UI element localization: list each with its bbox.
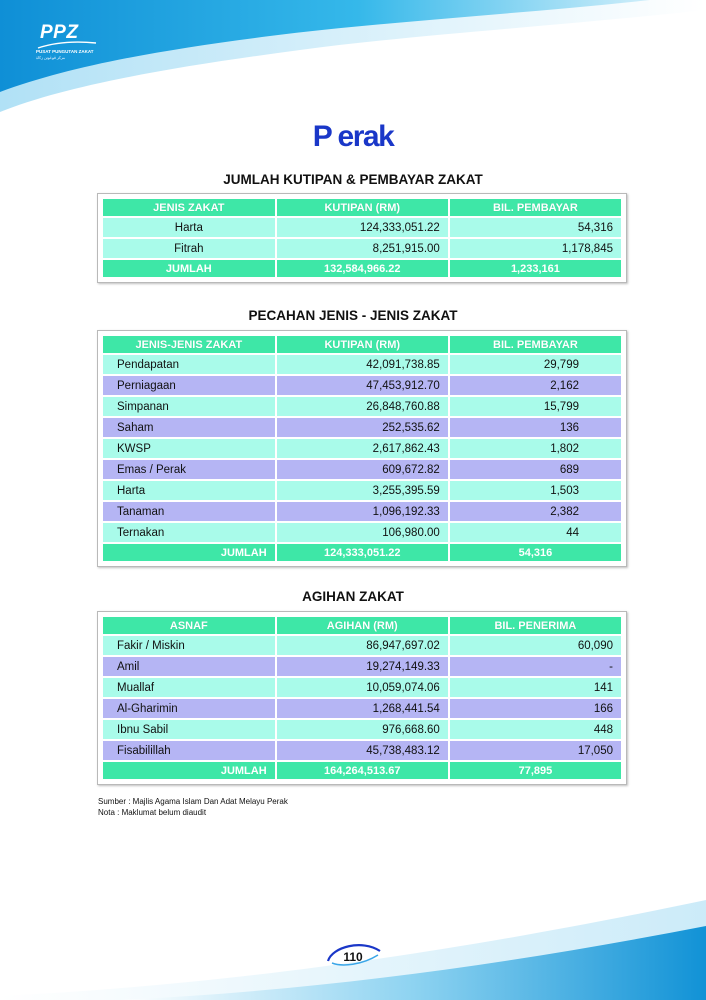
table-row bbox=[103, 418, 621, 437]
zakat-type-cell: Fitrah bbox=[103, 239, 275, 258]
distribution-amount-cell: 45,738,483.12 bbox=[277, 741, 448, 760]
table-row bbox=[103, 439, 621, 458]
payer-count-cell: 1,802 bbox=[450, 439, 621, 458]
amount-cell: 8,251,915.00 bbox=[277, 239, 448, 258]
total-label: JUMLAH bbox=[103, 260, 275, 277]
total-row bbox=[103, 762, 621, 779]
table-row bbox=[103, 678, 621, 697]
zakat-type-cell: Saham bbox=[103, 418, 275, 437]
table-row bbox=[103, 376, 621, 395]
table-row bbox=[103, 741, 621, 760]
recipient-count-cell: 166 bbox=[450, 699, 621, 718]
total-recipients: 77,895 bbox=[450, 762, 621, 779]
asnaf-cell: Muallaf bbox=[103, 678, 275, 697]
column-header: BIL. PEMBAYAR bbox=[450, 199, 621, 216]
zakat-type-cell: Simpanan bbox=[103, 397, 275, 416]
amount-cell: 106,980.00 bbox=[277, 523, 448, 542]
table-row bbox=[103, 657, 621, 676]
total-payers: 1,233,161 bbox=[450, 260, 621, 277]
column-header: JENIS-JENIS ZAKAT bbox=[103, 336, 275, 353]
table-row bbox=[103, 239, 621, 258]
table-header-row bbox=[103, 336, 621, 353]
zakat-type-cell: Tanaman bbox=[103, 502, 275, 521]
column-header: BIL. PEMBAYAR bbox=[450, 336, 621, 353]
asnaf-cell: Fisabilillah bbox=[103, 741, 275, 760]
amount-cell: 2,617,862.43 bbox=[277, 439, 448, 458]
table-row bbox=[103, 720, 621, 739]
table-row bbox=[103, 218, 621, 237]
amount-cell: 47,453,912.70 bbox=[277, 376, 448, 395]
table-row bbox=[103, 699, 621, 718]
logo-subtitle-jawi: مركز ڤوڠوتن زكاة bbox=[36, 56, 65, 60]
distribution-amount-cell: 19,274,149.33 bbox=[277, 657, 448, 676]
recipient-count-cell: 60,090 bbox=[450, 636, 621, 655]
section-title-distribution: AGIHAN ZAKAT bbox=[302, 589, 404, 604]
table-row bbox=[103, 481, 621, 500]
amount-cell: 124,333,051.22 bbox=[277, 218, 448, 237]
payer-count-cell: 44 bbox=[450, 523, 621, 542]
source-footnote: Sumber : Majlis Agama Islam Dan Adat Melayu Perak bbox=[98, 797, 288, 806]
section-title-breakdown: PECAHAN JENIS - JENIS ZAKAT bbox=[248, 308, 458, 323]
payer-count-cell: 2,382 bbox=[450, 502, 621, 521]
total-label: JUMLAH bbox=[103, 544, 275, 561]
table-row bbox=[103, 355, 621, 374]
zakat-type-cell: Emas / Perak bbox=[103, 460, 275, 479]
recipient-count-cell: 141 bbox=[450, 678, 621, 697]
asnaf-cell: Ibnu Sabil bbox=[103, 720, 275, 739]
amount-cell: 26,848,760.88 bbox=[277, 397, 448, 416]
total-payers: 54,316 bbox=[450, 544, 621, 561]
amount-cell: 609,672.82 bbox=[277, 460, 448, 479]
table-row bbox=[103, 636, 621, 655]
table-row bbox=[103, 502, 621, 521]
recipient-count-cell: - bbox=[450, 657, 621, 676]
total-amount: 132,584,966.22 bbox=[277, 260, 448, 277]
amount-cell: 3,255,395.59 bbox=[277, 481, 448, 500]
asnaf-cell: Fakir / Miskin bbox=[103, 636, 275, 655]
distribution-amount-cell: 10,059,074.06 bbox=[277, 678, 448, 697]
zakat-type-cell: Harta bbox=[103, 481, 275, 500]
payer-count-cell: 29,799 bbox=[450, 355, 621, 374]
amount-cell: 42,091,738.85 bbox=[277, 355, 448, 374]
zakat-type-cell: Pendapatan bbox=[103, 355, 275, 374]
zakat-type-cell: KWSP bbox=[103, 439, 275, 458]
amount-cell: 1,096,192.33 bbox=[277, 502, 448, 521]
table-header-row bbox=[103, 617, 621, 634]
logo-text: PPZ bbox=[40, 22, 79, 43]
table-row bbox=[103, 460, 621, 479]
logo-subtitle: PUSAT PUNGUTAN ZAKAT bbox=[36, 49, 94, 54]
table-row bbox=[103, 397, 621, 416]
total-label: JUMLAH bbox=[103, 762, 275, 779]
recipient-count-cell: 17,050 bbox=[450, 741, 621, 760]
zakat-type-cell: Harta bbox=[103, 218, 275, 237]
page-number: 110 bbox=[343, 950, 363, 964]
table-row bbox=[103, 523, 621, 542]
zakat-type-cell: Perniagaan bbox=[103, 376, 275, 395]
page-title: P erak bbox=[312, 120, 394, 153]
distribution-amount-cell: 1,268,441.54 bbox=[277, 699, 448, 718]
section-title-collection: JUMLAH KUTIPAN & PEMBAYAR ZAKAT bbox=[223, 172, 483, 187]
zakat-type-cell: Ternakan bbox=[103, 523, 275, 542]
payer-count-cell: 1,503 bbox=[450, 481, 621, 500]
ppz-logo bbox=[36, 22, 116, 64]
header-wave-decoration bbox=[0, 0, 706, 130]
distribution-table bbox=[97, 611, 627, 785]
note-footnote: Nota : Maklumat belum diaudit bbox=[98, 808, 207, 817]
total-amount: 164,264,513.67 bbox=[277, 762, 448, 779]
total-row bbox=[103, 260, 621, 277]
column-header: KUTIPAN (RM) bbox=[277, 199, 448, 216]
asnaf-cell: Al-Gharimin bbox=[103, 699, 275, 718]
amount-cell: 252,535.62 bbox=[277, 418, 448, 437]
payer-count-cell: 15,799 bbox=[450, 397, 621, 416]
payer-count-cell: 1,178,845 bbox=[450, 239, 621, 258]
payer-count-cell: 689 bbox=[450, 460, 621, 479]
payer-count-cell: 2,162 bbox=[450, 376, 621, 395]
collection-table bbox=[97, 193, 627, 283]
payer-count-cell: 136 bbox=[450, 418, 621, 437]
total-amount: 124,333,051.22 bbox=[277, 544, 448, 561]
asnaf-cell: Amil bbox=[103, 657, 275, 676]
column-header: BIL. PENERIMA bbox=[450, 617, 621, 634]
column-header: KUTIPAN (RM) bbox=[277, 336, 448, 353]
table-header-row bbox=[103, 199, 621, 216]
distribution-amount-cell: 86,947,697.02 bbox=[277, 636, 448, 655]
distribution-amount-cell: 976,668.60 bbox=[277, 720, 448, 739]
total-row bbox=[103, 544, 621, 561]
column-header: JENIS ZAKAT bbox=[103, 199, 275, 216]
recipient-count-cell: 448 bbox=[450, 720, 621, 739]
column-header: ASNAF bbox=[103, 617, 275, 634]
breakdown-table bbox=[97, 330, 627, 567]
column-header: AGIHAN (RM) bbox=[277, 617, 448, 634]
payer-count-cell: 54,316 bbox=[450, 218, 621, 237]
